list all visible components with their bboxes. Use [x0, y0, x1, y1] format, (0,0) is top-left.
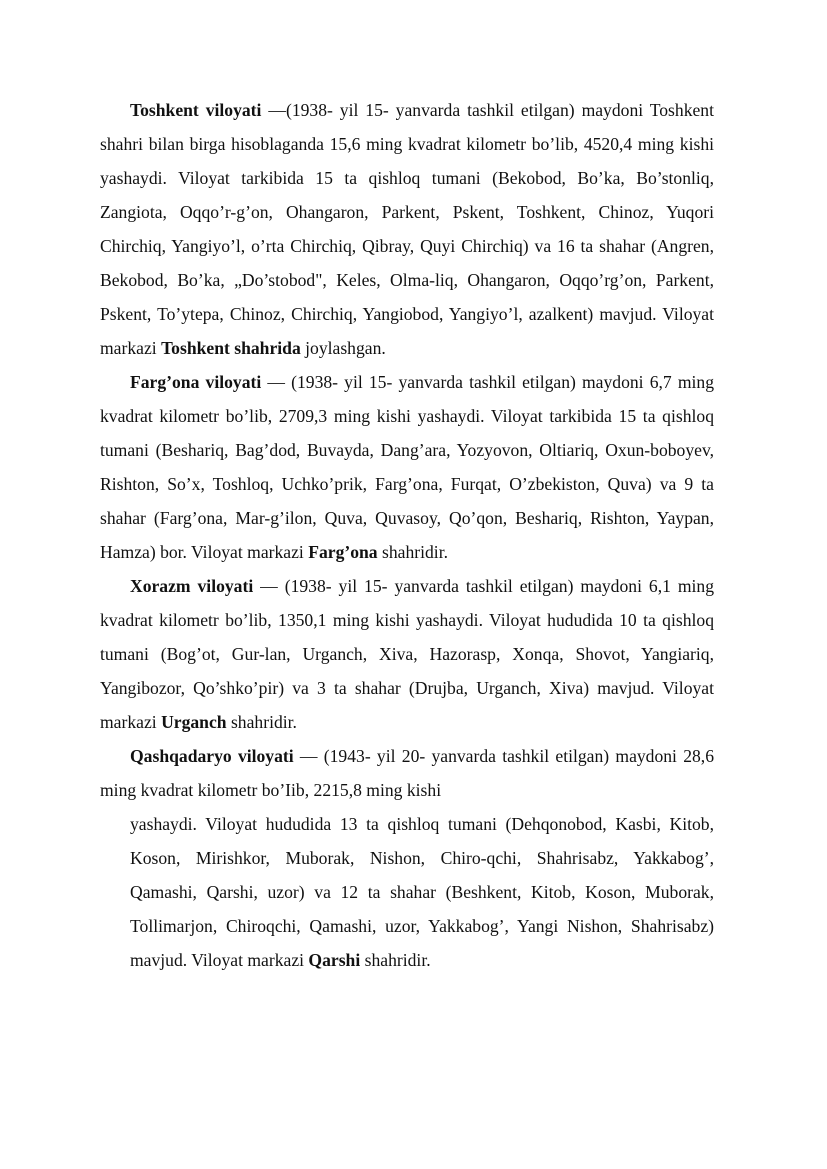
paragraph-fargona	[100, 365, 714, 569]
region-center: Urganch	[161, 712, 227, 732]
region-name: Xorazm viloyati	[130, 576, 254, 596]
region-center: Farg’ona	[308, 542, 378, 562]
document-page	[100, 93, 714, 977]
paragraph-qashqadaryo	[100, 739, 714, 807]
region-name: Qashqadaryo viloyati	[130, 746, 294, 766]
paragraph-text-end: joylashgan.	[300, 338, 386, 358]
region-center: Toshkent shahrida	[161, 338, 301, 358]
paragraph-text-end: shahridir.	[226, 712, 297, 732]
paragraph-xorazm	[100, 569, 714, 739]
paragraph-qashqadaryo-continued	[100, 807, 714, 977]
paragraph-toshkent	[100, 93, 714, 365]
paragraph-text: yashaydi. Viloyat hududida 13 ta qishloq tumani (Dehqonobod, Kasbi, Kitob, Koson, Mirishkor, Muborak, Nishon, Chiro-qchi, Shahrisabz, Yakkabog’, Qamashi, Qarshi, uzor) va 12 ta shahar (Beshkent, Kitob, Koson, Muborak, Tollimarjon, Chiroqchi, Qamashi, uzor, Yakkabog’, Yangi Nishon, Shahrisabz) mavjud. Viloyat markazi	[130, 814, 714, 970]
paragraph-text: — (1938- yil 15- yanvarda tashkil etilgan) maydoni 6,1 ming kvadrat kilometr bo’lib, 1350,1 ming kishi yashaydi. Viloyat hududida 10 ta qishloq tumani (Bog’ot, Gur-lan, Urganch, Xiva, Hazorasp, Xonqa, Shovot, Yangiariq, Yangibozor, Qo’shko’pir) va 3 ta shahar (Drujba, Urganch, Xiva) mavjud. Viloyat markazi	[100, 576, 714, 732]
paragraph-text-end: shahridir.	[377, 542, 448, 562]
paragraph-text: —(1938- yil 15- yanvarda tashkil etilgan) maydoni Toshkent shahri bilan birga hisoblaganda 15,6 ming kvadrat kilometr bo’lib, 4520,4 ming kishi yashaydi. Viloyat tarkibida 15 ta qishloq tumani (Bekobod, Bo’ka, Bo’stonliq, Zangiota, Oqqo’r-g’on, Ohangaron, Parkent, Pskent, Toshkent, Chinoz, Yuqori Chirchiq, Yangiyo’l, o’rta Chirchiq, Qibray, Quyi Chirchiq) va 16 ta shahar (Angren, Bekobod, Bo’ka, „Do’stobod", Keles, Olma-liq, Ohangaron, Oqqo’rg’on, Parkent, Pskent, To’ytepa, Chinoz, Chirchiq, Yangiobod, Yangiyo’l, azalkent) mavjud. Viloyat markazi	[100, 100, 714, 358]
region-name: Farg’ona viloyati	[130, 372, 262, 392]
paragraph-text: — (1943- yil 20- yanvarda tashkil etilgan) maydoni 28,6 ming kvadrat kilometr bo’Iib, 2215,8 ming kishi	[100, 746, 714, 800]
region-center: Qarshi	[308, 950, 361, 970]
region-name: Toshkent viloyati	[130, 100, 262, 120]
paragraph-text-end: shahridir.	[360, 950, 431, 970]
paragraph-text: — (1938- yil 15- yanvarda tashkil etilgan) maydoni 6,7 ming kvadrat kilometr bo’lib, 2709,3 ming kishi yashaydi. Viloyat tarkibida 15 ta qishloq tumani (Beshariq, Bag’dod, Buvayda, Dang’ara, Yozyovon, Oltiariq, Oxun-boboyev, Rishton, So’x, Toshloq, Uchko’prik, Farg’ona, Furqat, O’zbekiston, Quva) va 9 ta shahar (Farg’ona, Mar-g’ilon, Quva, Quvasoy, Qo’qon, Beshariq, Rishton, Yaypan, Hamza) bor. Viloyat markazi	[100, 372, 714, 562]
